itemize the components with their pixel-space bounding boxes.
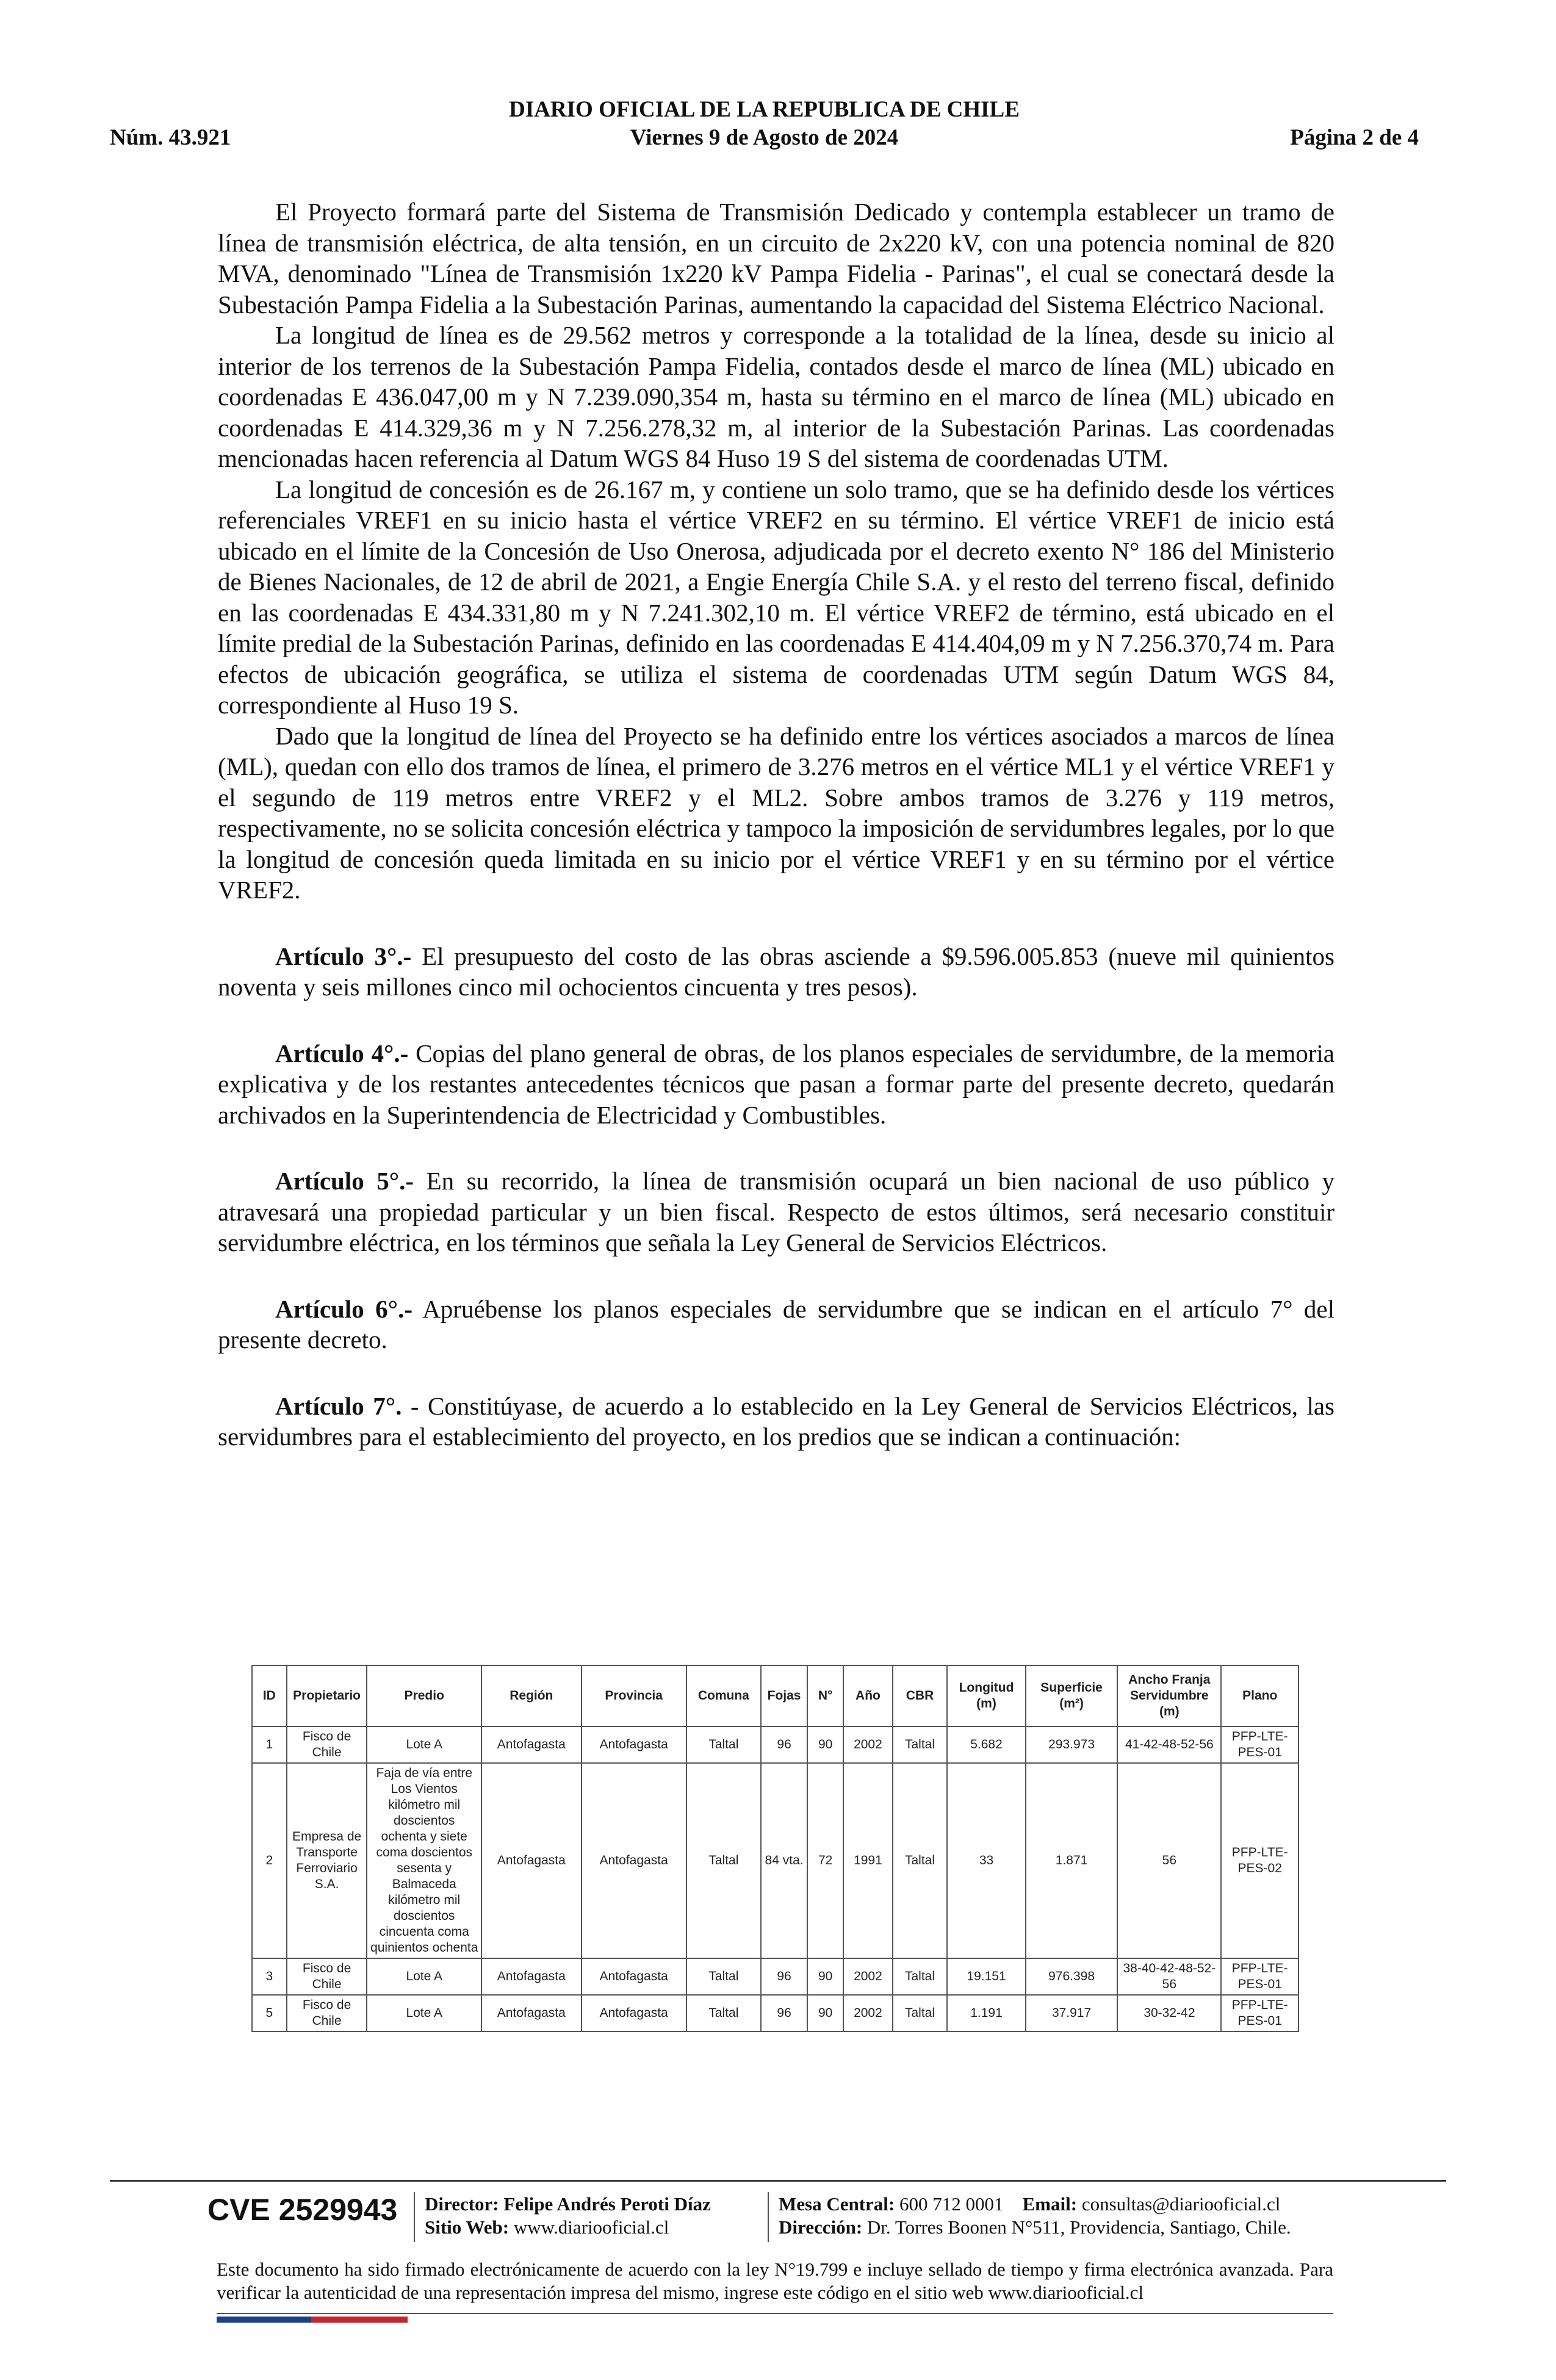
article-5 (218, 1166, 1334, 1258)
col-header-longitud: Longitud (m) (947, 1665, 1026, 1726)
cell-plano: PFP-LTE-PES-01 (1221, 1995, 1298, 2032)
footer-separator (768, 2192, 769, 2242)
cell-cbr: Taltal (893, 1763, 947, 1958)
cell-plano: PFP-LTE-PES-01 (1221, 1726, 1298, 1763)
article-text: - Constitúyase, de acuerdo a lo establecido en la Ley General de Servicios Eléctricos, las servidumbres para el establecimiento del proyecto, en los predios que se indican a continuación: (218, 1391, 1335, 1451)
col-header-anio: Año (843, 1665, 893, 1726)
cell-comuna: Taltal (686, 1763, 761, 1958)
email-label: Email: (1022, 2193, 1078, 2215)
cell-id: 3 (252, 1958, 287, 1995)
cell-longitud: 5.682 (947, 1726, 1026, 1763)
cell-superficie: 976.398 (1026, 1958, 1117, 1995)
cell-fojas: 96 (761, 1726, 807, 1763)
cell-ancho-franja: 56 (1117, 1763, 1221, 1958)
issue-number: Núm. 43.921 (110, 125, 231, 150)
director-name: Felipe Andrés Peroti Díaz (503, 2193, 711, 2215)
cell-propietario: Fisco de Chile (287, 1995, 367, 2032)
col-header-predio: Predio (367, 1665, 481, 1726)
cell-anio: 2002 (843, 1726, 893, 1763)
cell-propietario: Fisco de Chile (287, 1958, 367, 1995)
article-label: Artículo 3°.- (275, 942, 412, 970)
article-label: Artículo 7°. (275, 1391, 402, 1420)
cell-fojas: 96 (761, 1958, 807, 1995)
cell-numero: 90 (807, 1958, 843, 1995)
cell-id: 2 (252, 1763, 287, 1958)
cell-cbr: Taltal (893, 1726, 947, 1763)
issue-date: Viernes 9 de Agosto de 2024 (630, 125, 899, 150)
cell-plano: PFP-LTE-PES-01 (1221, 1958, 1298, 1995)
flag-bar-red (311, 2317, 408, 2323)
cell-numero: 72 (807, 1763, 843, 1958)
cell-region: Antofagasta (481, 1995, 582, 2032)
cell-longitud: 1.191 (947, 1995, 1026, 2032)
cell-ancho-franja: 41-42-48-52-56 (1117, 1726, 1221, 1763)
cell-provincia: Antofagasta (582, 1726, 686, 1763)
cell-fojas: 84 vta. (761, 1763, 807, 1958)
cell-superficie: 293.973 (1026, 1726, 1117, 1763)
col-header-region: Región (481, 1665, 582, 1726)
table-row (252, 1763, 1298, 1958)
cell-predio: Faja de vía entre Los Vientos kilómetro mil doscientos ochenta y siete coma doscientos sesenta y Balmaceda kilómetro mil doscientos cincuenta coma quinientos ochenta (367, 1763, 481, 1958)
flag-bar-blue (217, 2317, 311, 2323)
publication-title: DIARIO OFICIAL DE LA REPUBLICA DE CHILE (509, 97, 1020, 122)
cell-id: 5 (252, 1995, 287, 2032)
cell-provincia: Antofagasta (582, 1995, 686, 2032)
cell-id: 1 (252, 1726, 287, 1763)
footer-website (425, 2216, 669, 2238)
col-header-fojas: Fojas (761, 1665, 807, 1726)
article-text: Apruébense los planos especiales de servidumbre que se indican en el artículo 7° del presente decreto. (218, 1294, 1335, 1354)
article-3 (218, 941, 1334, 1003)
cell-ancho-franja: 30-32-42 (1117, 1995, 1221, 2032)
website-link[interactable]: www.diariooficial.cl (513, 2216, 669, 2238)
cell-propietario: Fisco de Chile (287, 1726, 367, 1763)
article-text: En su recorrido, la línea de transmisión ocupará un bien nacional de uso público y atravesará una propiedad particular y un bien fiscal. Respecto de estos últimos, será necesario constituir servidumbre eléctrica, en los términos que señala la Ley General de Servicios Eléctricos. (218, 1167, 1334, 1257)
col-header-propietario: Propietario (287, 1665, 367, 1726)
footer-director (425, 2193, 711, 2215)
cell-numero: 90 (807, 1726, 843, 1763)
cell-superficie: 37.917 (1026, 1995, 1117, 2032)
cell-provincia: Antofagasta (582, 1958, 686, 1995)
article-text: El presupuesto del costo de las obras asciende a $9.596.005.853 (nueve mil quinientos noventa y seis millones cinco mil ochocientos cincuenta y tres pesos). (218, 942, 1335, 1001)
col-header-id: ID (252, 1665, 287, 1726)
col-header-ancho-franja: Ancho Franja Servidumbre (m) (1117, 1665, 1221, 1726)
cell-fojas: 96 (761, 1995, 807, 2032)
article-text: Copias del plano general de obras, de los planos especiales de servidumbre, de la memoria explicativa y de los restantes antecedentes técnicos que pasan a formar parte del presente decreto, quedarán archivados en la Superintendencia de Electricidad y Combustibles. (218, 1039, 1334, 1129)
website-label: Sitio Web: (425, 2216, 510, 2238)
cell-anio: 2002 (843, 1958, 893, 1995)
cell-numero: 90 (807, 1995, 843, 2032)
cell-longitud: 33 (947, 1763, 1026, 1958)
cell-region: Antofagasta (481, 1958, 582, 1995)
table-body (252, 1726, 1298, 2032)
col-header-numero: N° (807, 1665, 843, 1726)
cell-propietario: Empresa de Transporte Ferroviario S.A. (287, 1763, 367, 1958)
cell-anio: 1991 (843, 1763, 893, 1958)
address-text: Dr. Torres Boonen N°511, Providencia, Santiago, Chile. (866, 2216, 1291, 2238)
cell-predio: Lote A (367, 1726, 481, 1763)
cell-comuna: Taltal (686, 1958, 761, 1995)
director-label: Director: (425, 2193, 499, 2215)
col-header-comuna: Comuna (686, 1665, 761, 1726)
table-header-row (252, 1665, 1298, 1726)
article-label: Artículo 5°.- (275, 1167, 414, 1195)
col-header-plano: Plano (1221, 1665, 1298, 1726)
phone-label: Mesa Central: (779, 2193, 895, 2215)
cell-comuna: Taltal (686, 1995, 761, 2032)
cve-code: CVE 2529943 (207, 2193, 398, 2227)
email-link[interactable]: consultas@diariooficial.cl (1081, 2193, 1281, 2215)
cell-region: Antofagasta (481, 1726, 582, 1763)
footer-separator (414, 2192, 415, 2242)
footer-address (779, 2216, 1291, 2238)
article-4 (218, 1038, 1334, 1131)
page-header (110, 93, 1419, 154)
paragraph: Dado que la longitud de línea del Proyecto se ha definido entre los vértices asociados a marcos de línea (ML), quedan con ello dos tramos de línea, el primero de 3.276 metros en el vértice ML1 y el vértice VREF1 y el segundo de 119 metros entre VREF2 y el ML2. Sobre ambos tramos de 3.276 y 119 metros, respectivamente, no se solicita concesión eléctrica y tampoco la imposición de servidumbres legales, por lo que la longitud de concesión queda limitada en su inicio por el vértice VREF1 y en su término por el vértice VREF2. (218, 721, 1334, 904)
cell-provincia: Antofagasta (582, 1763, 686, 1958)
cell-predio: Lote A (367, 1995, 481, 2032)
address-label: Dirección: (779, 2216, 863, 2238)
table-row (252, 1958, 1298, 1995)
table-row (252, 1726, 1298, 1763)
footer-divider (110, 2180, 1446, 2182)
signature-note: Este documento ha sido firmado electrónicamente de acuerdo con la ley N°19.799 e incluye sellado de tiempo y firma electrónica avanzada. Para verificar la autenticidad de una representación impresa del mismo, ingrese este código en el sitio web www.diariooficial.cl (217, 2259, 1333, 2303)
cell-ancho-franja: 38-40-42-48-52-56 (1117, 1958, 1221, 1995)
footer-contact (779, 2193, 1280, 2215)
col-header-cbr: CBR (893, 1665, 947, 1726)
paragraph: La longitud de línea es de 29.562 metros y corresponde a la totalidad de la línea, desde su inicio al interior de los terrenos de la Subestación Pampa Fidelia, contados desde el marco de línea (ML) ubicado en coordenadas E 436.047,00 m y N 7.239.090,354 m, hasta su término en el marco de línea (ML) ubicado en coordenadas E 414.329,36 m y N 7.256.278,32 m, al interior de la Subestación Parinas. Las coordenadas mencionadas hacen referencia al Datum WGS 84 Huso 19 S del sistema de coordenadas UTM. (218, 321, 1334, 472)
cell-anio: 2002 (843, 1995, 893, 2032)
cell-cbr: Taltal (893, 1995, 947, 2032)
col-header-superficie: Superficie (m²) (1026, 1665, 1117, 1726)
col-header-provincia: Provincia (582, 1665, 686, 1726)
article-6 (218, 1294, 1334, 1355)
phone-number: 600 712 0001 (899, 2193, 1004, 2215)
paragraph: El Proyecto formará parte del Sistema de Transmisión Dedicado y contempla establecer un tramo de línea de transmisión eléctrica, de alta tensión, en un circuito de 2x220 kV, con una potencia nominal de 820 MVA, denominado "Línea de Transmisión 1x220 kV Pampa Fidelia - Parinas", el cual se conectará desde la Subestación Pampa Fidelia a la Subestación Parinas, aumentando la capacidad del Sistema Eléctrico Nacional. (218, 198, 1334, 319)
cell-predio: Lote A (367, 1958, 481, 1995)
decree-body (218, 197, 1334, 1452)
page-indicator: Página 2 de 4 (1290, 125, 1419, 150)
article-label: Artículo 6°.- (275, 1294, 412, 1323)
cell-plano: PFP-LTE-PES-02 (1221, 1763, 1298, 1958)
cell-comuna: Taltal (686, 1726, 761, 1763)
cell-region: Antofagasta (481, 1763, 582, 1958)
paragraph: La longitud de concesión es de 26.167 m, y contiene un solo tramo, que se ha definido desde los vértices referenciales VREF1 en su inicio hasta el vértice VREF2 en su término. El vértice VREF1 de inicio está ubicado en el límite de la Concesión de Uso Onerosa, adjudicada por el decreto exento N° 186 del Ministerio de Bienes Nacionales, de 12 de abril de 2021, a Engie Energía Chile S.A. y el resto del terreno fiscal, definido en las coordenadas E 434.331,80 m y N 7.241.302,10 m. El vértice VREF2 de término, está ubicado en el límite predial de la Subestación Parinas, definido en las coordenadas E 414.404,09 m y N 7.256.370,74 m. Para efectos de ubicación geográfica, se utiliza el sistema de coordenadas UTM según Datum WGS 84, correspondiente al Huso 19 S. (218, 475, 1334, 719)
cell-longitud: 19.151 (947, 1958, 1026, 1995)
servidumbre-table (251, 1665, 1299, 2032)
table-row (252, 1995, 1298, 2032)
article-label: Artículo 4°.- (275, 1039, 409, 1067)
article-7 (218, 1391, 1334, 1452)
cell-superficie: 1.871 (1026, 1763, 1117, 1958)
footer-bottom-rule (217, 2313, 1333, 2314)
cell-cbr: Taltal (893, 1958, 947, 1995)
